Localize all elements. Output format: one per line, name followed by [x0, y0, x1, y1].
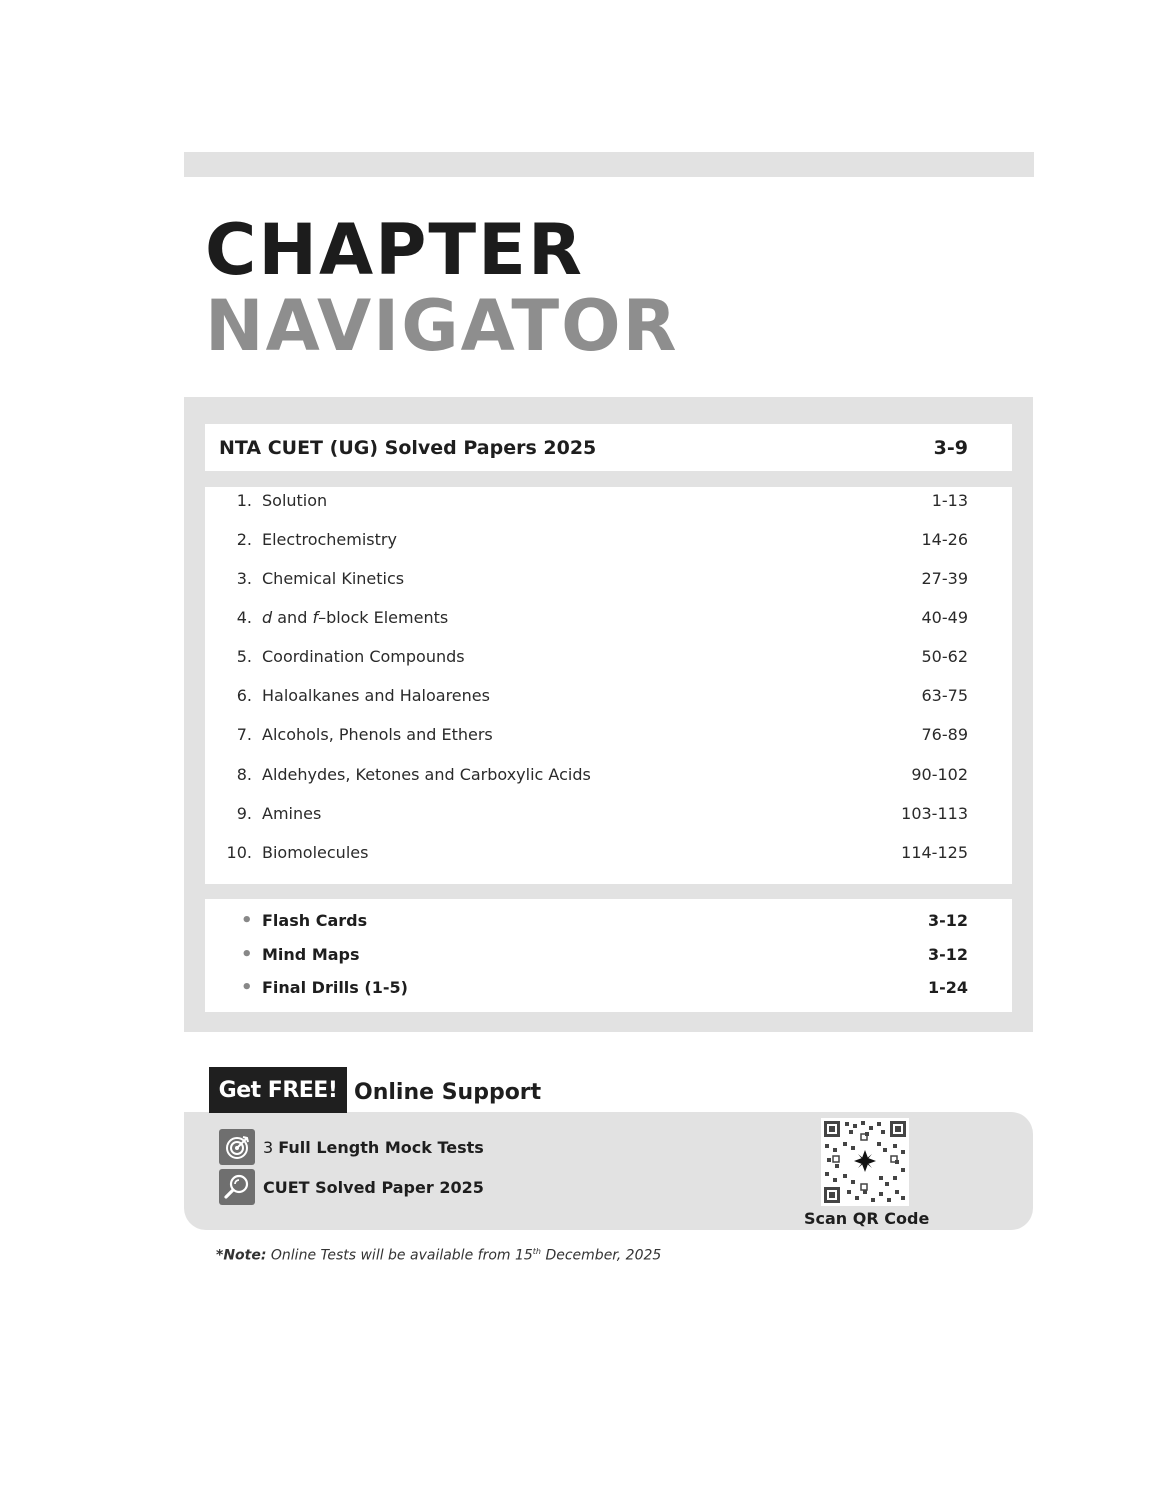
chapter-title: Chemical Kinetics [262, 569, 405, 588]
magnifier-icon [219, 1169, 255, 1205]
chapter-pages: 1-13 [931, 491, 968, 510]
section-pages: 3-9 [933, 436, 968, 459]
chapter-row[interactable] [205, 487, 1012, 515]
chapter-title: Coordination Compounds [262, 647, 465, 666]
extra-pages: 3-12 [927, 911, 968, 930]
chapter-number: 8. [236, 765, 252, 784]
extra-title: Flash Cards [262, 911, 368, 930]
chapter-title-mid: and [272, 608, 313, 627]
chapter-row[interactable] [205, 643, 1012, 671]
chapter-title: Amines [262, 804, 322, 823]
chapter-list [205, 487, 1012, 884]
chapter-pages: 103-113 [901, 804, 968, 823]
footnote [216, 1247, 661, 1264]
qr-caption: Scan QR Code [804, 1209, 930, 1228]
chapter-row[interactable] [205, 682, 1012, 710]
extra-row[interactable] [205, 941, 1012, 969]
bullet-icon: • [241, 977, 253, 998]
top-decorative-bar [184, 152, 1034, 177]
solved-paper-item[interactable] [219, 1169, 484, 1205]
chapter-row[interactable] [205, 526, 1012, 554]
chapter-pages: 63-75 [921, 686, 968, 705]
extra-row[interactable] [205, 974, 1012, 1002]
chapter-title: Solution [262, 491, 328, 510]
chapter-pages: 50-62 [921, 647, 968, 666]
chapter-row[interactable] [205, 800, 1012, 828]
chapter-title-rest: –block Elements [318, 608, 449, 627]
target-icon [219, 1129, 255, 1165]
chapter-number: 1. [236, 491, 252, 510]
note-text: Online Tests will be available from 15 [266, 1247, 533, 1264]
chapter-row[interactable] [205, 604, 1012, 632]
chapter-pages: 76-89 [921, 725, 968, 744]
get-free-badge: Get FREE! [209, 1067, 347, 1113]
chapter-number: 6. [236, 686, 252, 705]
chapter-row[interactable] [205, 565, 1012, 593]
note-prefix: *Note: [216, 1247, 267, 1264]
chapter-title-f: f [312, 608, 319, 627]
solved-paper-title: CUET Solved Paper 2025 [263, 1177, 484, 1197]
note-suffix: December, 2025 [541, 1247, 662, 1264]
bullet-icon: • [241, 944, 253, 965]
chapter-pages: 14-26 [921, 530, 968, 549]
page-title-navigator: NAVIGATOR [205, 285, 679, 367]
solved-paper-label [263, 1178, 484, 1197]
chapter-title: Electrochemistry [262, 530, 397, 549]
note-sup: th [532, 1247, 542, 1256]
extra-row[interactable] [205, 907, 1012, 935]
chapter-number: 4. [236, 608, 252, 627]
chapter-title [262, 604, 448, 632]
chapter-number: 7. [236, 725, 252, 744]
chapter-pages: 90-102 [911, 765, 968, 784]
extra-pages: 3-12 [927, 945, 968, 964]
extras-list [205, 899, 1012, 1012]
chapter-title-d: d [262, 608, 273, 627]
mock-tests-count: 3 [263, 1137, 274, 1157]
section-label: NTA CUET (UG) Solved Papers 2025 [219, 436, 597, 459]
bullet-icon: • [241, 910, 253, 931]
toc-section-header[interactable] [205, 424, 1012, 471]
mock-tests-item[interactable] [219, 1129, 484, 1165]
page-title-chapter: CHAPTER [205, 209, 584, 291]
chapter-number: 9. [236, 804, 252, 823]
chapter-pages: 114-125 [901, 843, 968, 862]
chapter-number: 10. [226, 843, 252, 862]
extra-title: Final Drills (1-5) [262, 978, 408, 997]
chapter-pages: 27-39 [921, 569, 968, 588]
extra-pages: 1-24 [927, 978, 968, 997]
mock-tests-label [263, 1138, 484, 1157]
chapter-title: Aldehydes, Ketones and Carboxylic Acids [262, 765, 591, 784]
extra-title: Mind Maps [262, 945, 360, 964]
chapter-row[interactable] [205, 761, 1012, 789]
chapter-number: 3. [236, 569, 252, 588]
online-support-heading: Online Support [354, 1080, 542, 1105]
mock-tests-title: Full Length Mock Tests [278, 1137, 484, 1157]
chapter-number: 5. [236, 647, 252, 666]
chapter-title: Biomolecules [262, 843, 369, 862]
qr-code[interactable] [821, 1118, 909, 1206]
chapter-title: Alcohols, Phenols and Ethers [262, 725, 493, 744]
chapter-row[interactable] [205, 721, 1012, 749]
chapter-title: Haloalkanes and Haloarenes [262, 686, 490, 705]
chapter-pages: 40-49 [921, 608, 968, 627]
chapter-row[interactable] [205, 839, 1012, 867]
chapter-number: 2. [236, 530, 252, 549]
